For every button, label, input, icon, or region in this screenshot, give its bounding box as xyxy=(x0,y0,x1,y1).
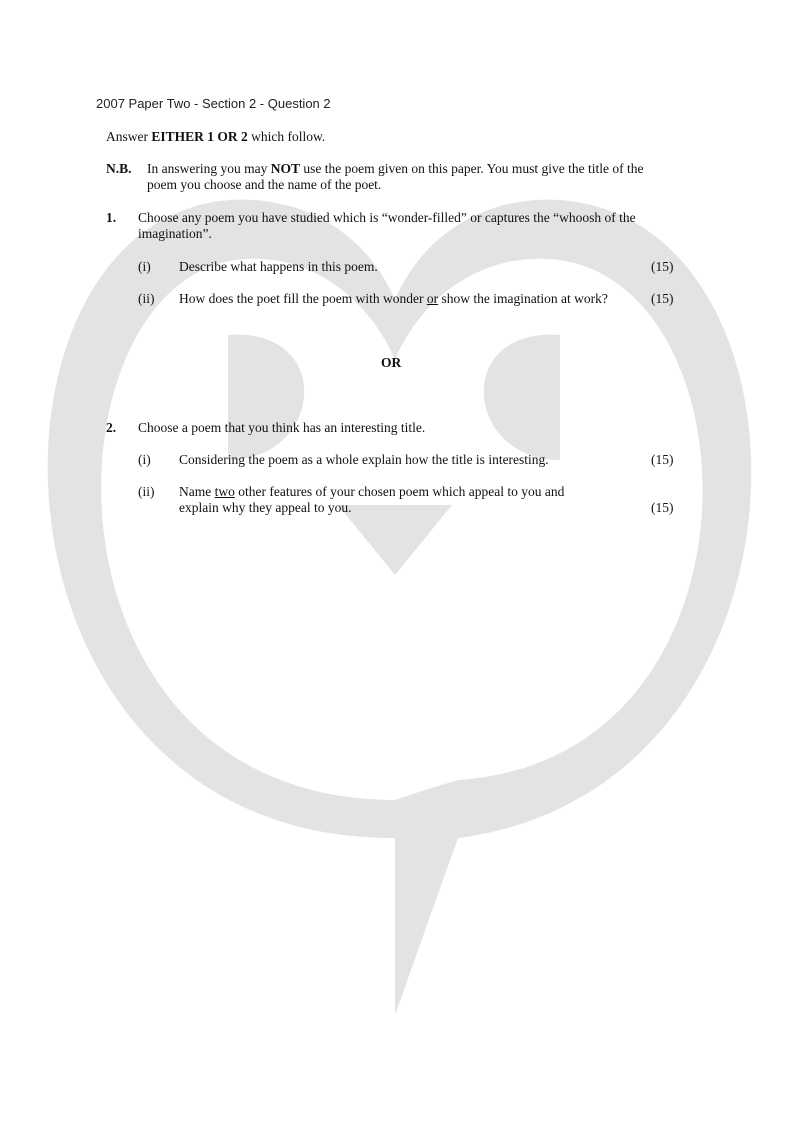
question-1-part-ii-text: How does the poet fill the poem with wonder or show the imagination at work? xyxy=(179,291,608,306)
page-header: 2007 Paper Two - Section 2 - Question 2 xyxy=(96,96,331,111)
question-1-part-ii-label: (ii) xyxy=(138,291,155,306)
instruction-emphasis: EITHER 1 OR 2 xyxy=(151,129,248,144)
question-1-text-line-1: Choose any poem you have studied which is “wonder-filled” or captures the “whoosh of the xyxy=(138,210,636,225)
question-1-text-line-2: imagination”. xyxy=(138,226,212,241)
question-2-part-ii-marks: (15) xyxy=(651,500,674,515)
question-2-part-i-marks: (15) xyxy=(651,452,674,467)
question-1-number: 1. xyxy=(106,210,117,225)
question-2-part-ii-label: (ii) xyxy=(138,484,155,499)
question-2-text-line-1: Choose a poem that you think has an interesting title. xyxy=(138,420,426,435)
question-2-part-i-label: (i) xyxy=(138,452,151,467)
nb-line-2: poem you choose and the name of the poet. xyxy=(147,177,382,192)
question-1-part-ii-marks: (15) xyxy=(651,291,674,306)
nb-label: N.B. xyxy=(106,161,132,176)
question-2-part-ii-text-line-2: explain why they appeal to you. xyxy=(179,500,352,515)
question-2-part-i-text: Considering the poem as a whole explain how the title is interesting. xyxy=(179,452,549,467)
question-1-part-i-label: (i) xyxy=(138,259,151,274)
instruction: Answer EITHER 1 OR 2 which follow. xyxy=(106,129,326,144)
question-1-part-i-marks: (15) xyxy=(651,259,674,274)
question-2-part-ii-text-line-1: Name two other features of your chosen poem which appeal to you and xyxy=(179,484,565,499)
or-separator: OR xyxy=(381,355,402,370)
question-1-part-i-text: Describe what happens in this poem. xyxy=(179,259,378,274)
nb-line-1: In answering you may NOT use the poem given on this paper. You must give the title of the xyxy=(147,161,644,176)
question-2-number: 2. xyxy=(106,420,117,435)
